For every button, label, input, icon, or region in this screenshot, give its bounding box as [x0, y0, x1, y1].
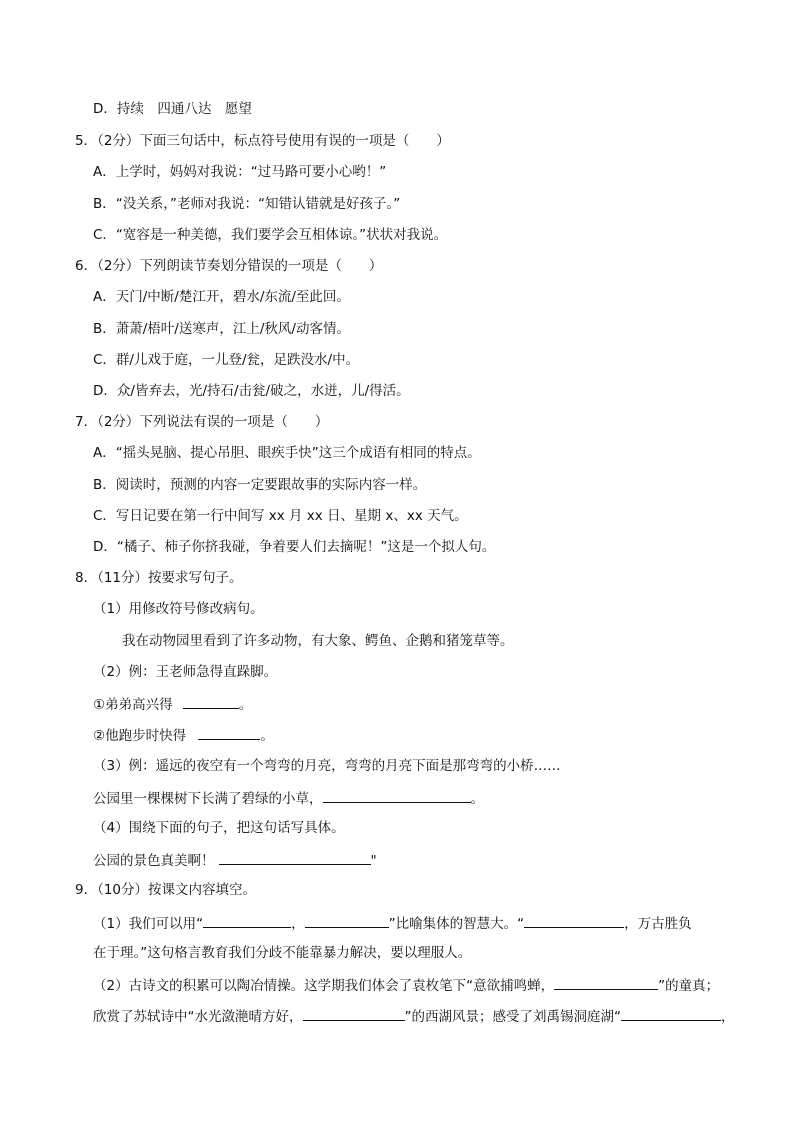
answer-blank[interactable] [198, 725, 260, 740]
q6-stem: 6．（2分）下列朗读节奏划分错误的一项是（ ） [75, 258, 383, 274]
q9-part1-line2: 在于理。”这句格言教育我们分歧不能靠暴力解决，要以理服人。 [93, 945, 472, 961]
q9-part1-line1: （1）我们可以用“ ， ”比喻集体的智慧大。“ ，万古胜负 [93, 913, 692, 933]
q8-part1-sentence: 我在动物园里看到了许多动物，有大象、鳄鱼、企鹅和猪笼草等。 [122, 633, 514, 649]
q8-part3-fill: 公园里一棵棵树下长满了碧绿的小草， 。 [93, 788, 484, 808]
answer-blank[interactable] [203, 913, 291, 928]
answer-blank[interactable] [621, 1006, 721, 1021]
q7-option-b: B．阅读时，预测的内容一定要跟故事的实际内容一样。 [93, 477, 427, 493]
answer-blank[interactable] [554, 975, 658, 990]
answer-blank[interactable] [303, 1006, 405, 1021]
q7-option-d: D．“橘子、柿子你挤我碰，争着要人们去摘呢！”这是一个拟人句。 [93, 539, 496, 555]
answer-blank[interactable] [305, 913, 389, 928]
answer-blank[interactable] [524, 913, 624, 928]
q8-stem: 8．（11分）按要求写句子。 [75, 570, 243, 586]
q8-part4-fill: 公园的景色真美啊！ " [93, 850, 377, 870]
q5-option-b: B．“没关系，”老师对我说：“知错认错就是好孩子。” [93, 196, 401, 212]
q6-option-d: D．众/皆弃去，光/持石/击瓮/破之，水迸，儿/得活。 [93, 383, 410, 399]
q5-option-c: C．“宽容是一种美德，我们要学会互相体谅。”状状对我说。 [93, 227, 448, 243]
q6-option-c: C．群/儿戏于庭，一儿登/瓮，足跌没水/中。 [93, 352, 360, 368]
q7-option-a: A．“摇头晃脑、提心吊胆、眼疾手快”这三个成语有相同的特点。 [93, 445, 481, 461]
q7-option-c: C．写日记要在第一行中间写 xx 月 xx 日、星期 x、xx 天气。 [93, 508, 468, 524]
q6-option-a: A．天门/中断/楚江开，碧水/东流/至此回。 [93, 289, 350, 305]
q7-stem: 7．（2分）下列说法有误的一项是（ ） [75, 414, 329, 430]
q9-stem: 9．（10分）按课文内容填空。 [75, 882, 257, 898]
q6-option-b: B．萧萧/梧叶/送寒声，江上/秋风/动客情。 [93, 321, 350, 337]
q8-part2: （2）例：王老师急得直跺脚。 [93, 664, 278, 680]
q8-part1: （1）用修改符号修改病句。 [93, 601, 264, 617]
q9-part2-line1: （2）古诗文的积累可以陶冶情操。这学期我们体会了袁枚笔下“意欲捕鸣蝉， ”的童真； [93, 975, 719, 995]
answer-blank[interactable] [183, 694, 239, 709]
q5-option-a: A．上学时，妈妈对我说：“过马路可要小心哟！” [93, 164, 387, 180]
q9-part2-line2: 欣赏了苏轼诗中“水光潋滟晴方好， ”的西湖风景；感受了刘禹锡洞庭湖“ ， [93, 1006, 735, 1026]
q4-option-d: D．持续 四通八达 愿望 [93, 101, 252, 117]
q8-part4: （4）围绕下面的句子，把这句话写具体。 [93, 820, 345, 836]
q8-part2-item1: ①弟弟高兴得 。 [93, 694, 252, 714]
q5-stem: 5．（2分）下面三句话中，标点符号使用有误的一项是（ ） [75, 133, 450, 149]
q8-part3: （3）例：遥远的夜空有一个弯弯的月亮，弯弯的月亮下面是那弯弯的小桥…… [93, 758, 561, 774]
answer-blank[interactable] [323, 788, 471, 803]
q8-part2-item2: ②他跑步时快得 。 [93, 725, 274, 745]
answer-blank[interactable] [219, 850, 371, 865]
